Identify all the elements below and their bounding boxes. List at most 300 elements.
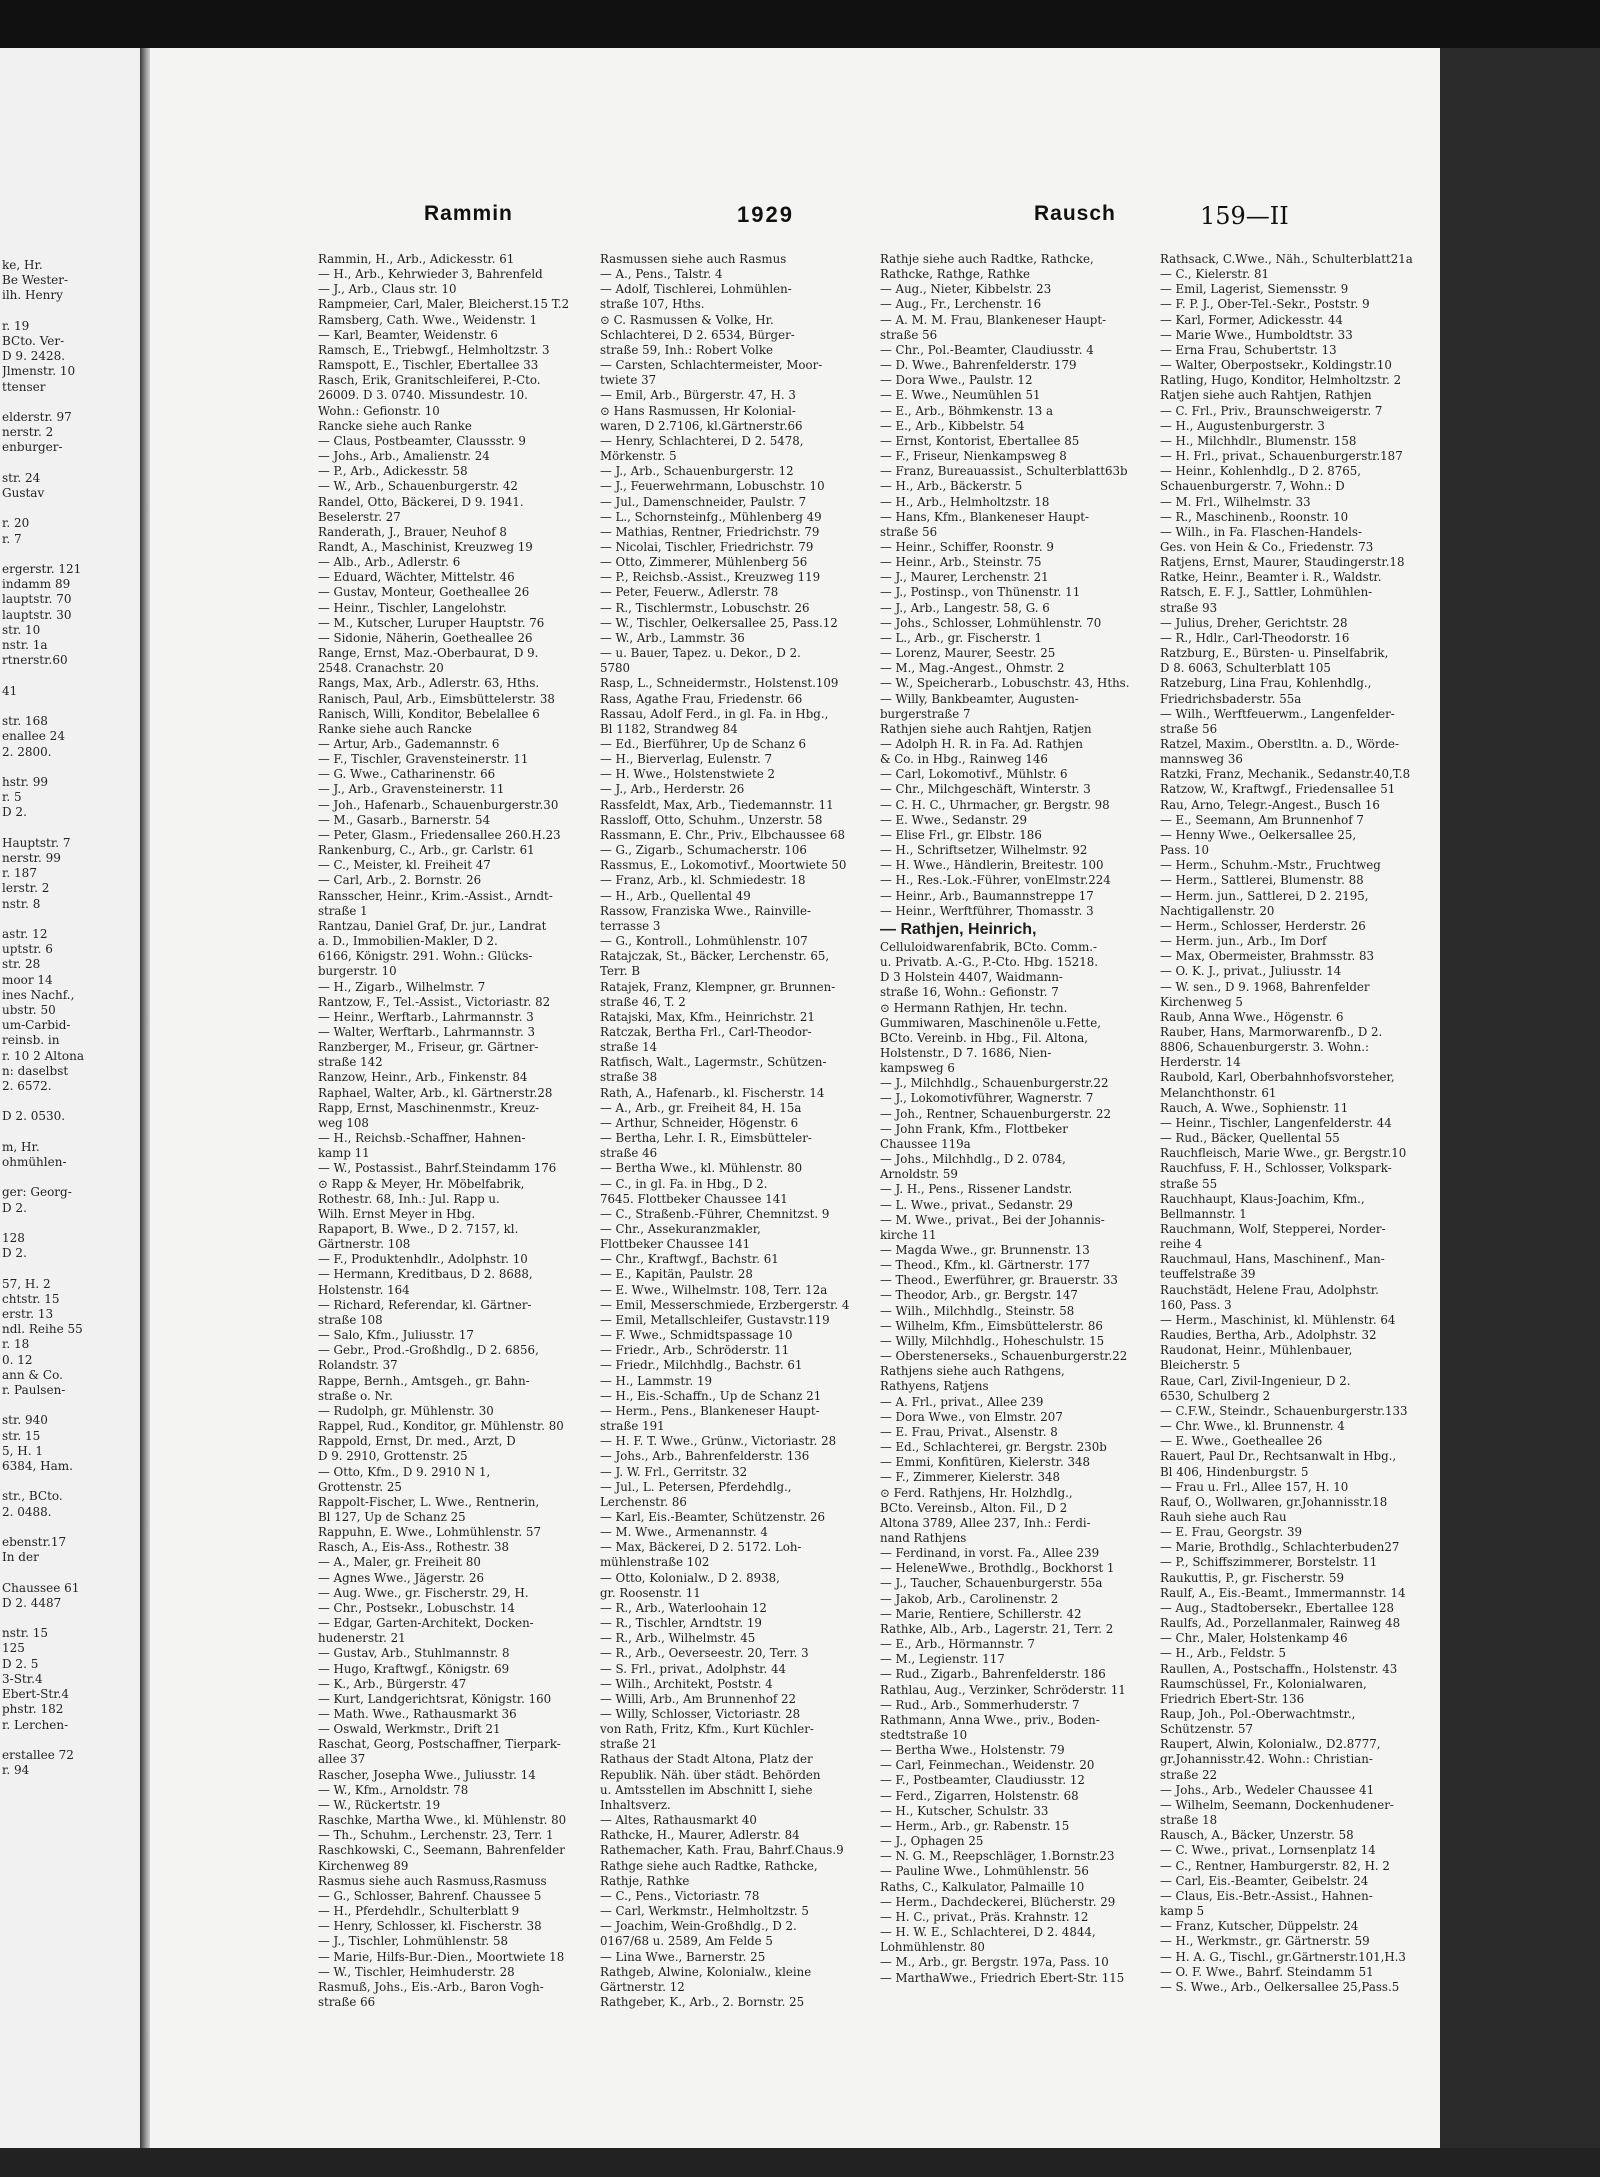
directory-entry-line: — J., Maurer, Lerchenstr. 21 bbox=[880, 570, 1049, 585]
directory-entry-line: — Pauline Wwe., Lohmühlenstr. 56 bbox=[880, 1864, 1089, 1879]
directory-entry-line: — Henry, Schlosser, kl. Fischerstr. 38 bbox=[318, 1919, 542, 1934]
directory-entry-line: — Wilhelm, Seemann, Dockenhudener- bbox=[1160, 1797, 1394, 1812]
directory-entry-line: Raphael, Walter, Arb., kl. Gärtnerstr.28 bbox=[318, 1085, 553, 1100]
directory-entry-line: Rathke, Alb., Arb., Lagerstr. 21, Terr. 2 bbox=[880, 1621, 1114, 1636]
directory-entry-line: — Claus, Eis.-Betr.-Assist., Hahnen- bbox=[1160, 1888, 1373, 1903]
directory-entry-line: Bleicherstr. 5 bbox=[1160, 1358, 1241, 1373]
directory-entry-line: — J., Lokomotivführer, Wagnerstr. 7 bbox=[880, 1091, 1094, 1106]
directory-entry-line: Raulfs, Ad., Porzellanmaler, Rainweg 48 bbox=[1160, 1616, 1401, 1631]
directory-entry-line: — L. Wwe., privat., Sedanstr. 29 bbox=[880, 1197, 1073, 1212]
directory-entry-line: Ramspott, E., Tischler, Ebertallee 33 bbox=[318, 358, 539, 373]
left-fragment-line: str. 168 bbox=[2, 714, 48, 729]
directory-entry-line: Ranzow, Heinr., Arb., Finkenstr. 84 bbox=[318, 1070, 528, 1085]
directory-entry-line: — Hermann, Kreditbaus, D 2. 8688, bbox=[318, 1267, 533, 1282]
directory-entry-line: — Herm., Dachdeckerei, Blücherstr. 29 bbox=[880, 1894, 1116, 1909]
directory-entry-line: Chaussee 119a bbox=[880, 1136, 971, 1151]
directory-entry-line: — S. Wwe., Arb., Oelkersallee 25,Pass.5 bbox=[1160, 1979, 1400, 1994]
directory-entry-line: — Marie, Rentiere, Schillerstr. 42 bbox=[880, 1606, 1082, 1621]
directory-entry-line: — E. Frau, Privat., Alsenstr. 8 bbox=[880, 1424, 1058, 1439]
directory-entry-line: Ratzeburg, Lina Frau, Kohlenhdlg., bbox=[1160, 676, 1372, 691]
directory-entry-line: Rasmuß, Johs., Eis.-Arb., Baron Vogh- bbox=[318, 1979, 544, 1994]
directory-entry-line: a. D., Immobilien-Makler, D 2. bbox=[318, 934, 498, 949]
left-fragment-line: BCto. Ver- bbox=[2, 334, 65, 349]
directory-entry-line: — C. Wwe., privat., Lornsenplatz 14 bbox=[1160, 1843, 1376, 1858]
directory-entry-line: — Emmi, Konfitüren, Kielerstr. 348 bbox=[880, 1455, 1091, 1470]
directory-entry-line: — C., Rentner, Hamburgerstr. 82, H. 2 bbox=[1160, 1858, 1390, 1873]
directory-entry-line: — W. sen., D 9. 1968, Bahrenfelder bbox=[1160, 979, 1370, 994]
directory-entry-line: straße 22 bbox=[1160, 1767, 1218, 1782]
directory-entry-line: — Heinr., Arb., Steinstr. 75 bbox=[880, 555, 1042, 570]
left-fragment-line bbox=[2, 456, 138, 471]
left-fragment-line: m, Hr. bbox=[2, 1139, 40, 1154]
directory-entry-line: Raschkowski, C., Seemann, Bahrenfelder bbox=[318, 1843, 565, 1858]
directory-entry-line: — Emil, Lagerist, Siemensstr. 9 bbox=[1160, 282, 1349, 297]
directory-entry-line: gr. Roosenstr. 11 bbox=[600, 1585, 701, 1600]
directory-entry-line: — Claus, Postbeamter, Claussstr. 9 bbox=[318, 433, 526, 448]
directory-entry-line: — Franz, Kutscher, Düppelstr. 24 bbox=[1160, 1919, 1359, 1934]
directory-entry-line: terrasse 3 bbox=[600, 918, 661, 933]
directory-entry-line: Schlachterei, D 2. 6534, Bürger- bbox=[600, 327, 795, 342]
directory-entry-line: Friedrichsbaderstr. 55a bbox=[1160, 691, 1302, 706]
directory-entry-line: Ratzel, Maxim., Oberstltn. a. D., Wörde- bbox=[1160, 737, 1400, 751]
directory-entry-line: — Jul., L. Petersen, Pferdehdlg., bbox=[600, 1479, 792, 1494]
directory-entry-line: Ratzburg, E., Bürsten- u. Pinselfabrik, bbox=[1160, 646, 1389, 661]
directory-entry-line: — H. W. E., Schlachterei, D 2. 4844, bbox=[880, 1925, 1096, 1940]
directory-entry-line: — Johs., Arb., Wedeler Chaussee 41 bbox=[1160, 1782, 1375, 1797]
directory-entry-line: — Heinr., Kohlenhdlg., D 2. 8765, bbox=[1160, 464, 1362, 479]
left-fragment-line: str., BCto. bbox=[2, 1489, 63, 1504]
directory-entry-line: — W., Tischler, Oelkersallee 25, Pass.12 bbox=[600, 615, 838, 630]
directory-entry-line: — Wilh., Milchhdlg., Steinstr. 58 bbox=[880, 1303, 1075, 1318]
directory-entry-line: — W., Arb., Schauenburgerstr. 42 bbox=[318, 479, 518, 494]
directory-entry-line: — H. Frl., privat., Schauenburgerstr.187 bbox=[1160, 449, 1403, 464]
directory-entry-line: straße 108 bbox=[318, 1312, 383, 1327]
directory-entry-line: kamp 11 bbox=[318, 1146, 370, 1161]
directory-entry-line: — M., Gasarb., Barnerstr. 54 bbox=[318, 812, 491, 827]
directory-column-2 bbox=[600, 252, 876, 2010]
directory-entry-line: straße 59, Inh.: Robert Volke bbox=[600, 342, 774, 357]
left-fragment-line bbox=[2, 547, 138, 562]
directory-entry-line: — Otto, Kfm., D 9. 2910 N 1, bbox=[318, 1464, 491, 1479]
directory-entry-line: Ranzberger, M., Friseur, gr. Gärtner- bbox=[318, 1040, 539, 1055]
directory-entry-line: — E., Arb., Kibbelstr. 54 bbox=[880, 418, 1025, 433]
directory-entry-line: — Theod., Ewerführer, gr. Brauerstr. 33 bbox=[880, 1273, 1118, 1288]
directory-entry-line: twiete 37 bbox=[600, 373, 657, 388]
left-fragment-line bbox=[2, 699, 138, 714]
directory-entry-line: straße 191 bbox=[600, 1419, 665, 1434]
directory-entry-line: — Herm. jun., Arb., Im Dorf bbox=[1160, 934, 1327, 949]
left-fragment-line: n: daselbst bbox=[2, 1063, 69, 1078]
directory-entry-line: — R., Hdlr., Carl-Theodorstr. 16 bbox=[1160, 630, 1350, 645]
directory-entry-line: — Gustav, Arb., Stuhlmannstr. 8 bbox=[318, 1646, 510, 1661]
directory-entry-line: — C., Straßenb.-Führer, Chemnitzst. 9 bbox=[600, 1206, 830, 1221]
directory-entry-line: — D. Wwe., Bahrenfelderstr. 179 bbox=[880, 358, 1077, 373]
directory-entry-line: Ratajek, Franz, Klempner, gr. Brunnen- bbox=[600, 979, 836, 994]
directory-entry-line: — Jakob, Arb., Carolinenstr. 2 bbox=[880, 1591, 1059, 1606]
directory-entry-line: — W., Speicherarb., Lobuschstr. 43, Hths. bbox=[880, 676, 1130, 691]
directory-entry-line: 160, Pass. 3 bbox=[1160, 1297, 1232, 1312]
directory-entry-line: — Eduard, Wächter, Mittelstr. 46 bbox=[318, 570, 515, 585]
directory-entry-line: & Co. in Hbg., Rainweg 146 bbox=[880, 752, 1048, 767]
directory-entry-line: Ratzow, W., Kraftwgf., Friedensallee 51 bbox=[1160, 782, 1396, 797]
directory-entry-line: Randt, A., Maschinist, Kreuzweg 19 bbox=[318, 539, 533, 554]
left-fragment-line: uptstr. 6 bbox=[2, 942, 53, 957]
directory-entry-line: Schauenburgerstr. 7, Wohn.: D bbox=[1160, 479, 1345, 494]
left-fragment-line: lauptstr. 70 bbox=[2, 592, 72, 607]
directory-entry-line: Rampmeier, Carl, Maler, Bleicherst.15 T.2 bbox=[318, 297, 570, 312]
directory-entry-line: — E., Arb., Hörmannstr. 7 bbox=[880, 1637, 1035, 1652]
directory-entry-line: nand Rathjens bbox=[880, 1530, 967, 1545]
left-fragment-line: chtstr. 15 bbox=[2, 1291, 60, 1306]
directory-entry-line: — Max, Bäckerei, D 2. 5172. Loh- bbox=[600, 1540, 802, 1555]
directory-entry-line: Raupert, Alwin, Kolonialw., D2.8777, bbox=[1160, 1737, 1381, 1752]
directory-entry-line: — N. G. M., Reepschläger, 1.Bornstr.23 bbox=[880, 1849, 1115, 1864]
directory-entry-line: — F., Friseur, Nienkampsweg 8 bbox=[880, 449, 1067, 464]
directory-entry-line: — Henry, Schlachterei, D 2. 5478, bbox=[600, 433, 804, 448]
directory-entry-line: — F., Produktenhdlr., Adolphstr. 10 bbox=[318, 1252, 528, 1267]
directory-entry-line: — H., Res.-Lok.-Führer, vonElmstr.224 bbox=[880, 873, 1111, 888]
left-fragment-line: 3-Str.4 bbox=[2, 1671, 43, 1686]
header-year: 1929 bbox=[737, 202, 794, 227]
directory-entry-line: Rassow, Franziska Wwe., Rainville- bbox=[600, 903, 811, 918]
directory-entry-line: — J., Feuerwehrmann, Lobuschstr. 10 bbox=[600, 479, 825, 494]
left-fragment-line: r. 94 bbox=[2, 1763, 30, 1778]
directory-entry-line: Ratjens, Ernst, Maurer, Staudingerstr.18 bbox=[1160, 555, 1405, 570]
directory-entry-line: Raschat, Georg, Postschaffner, Tierpark- bbox=[318, 1737, 561, 1752]
left-fragment-line: moor 14 bbox=[2, 972, 53, 987]
directory-entry-line: — H. Wwe., Holstenstwiete 2 bbox=[600, 767, 775, 782]
directory-entry-line: — C. H. C., Uhrmacher, gr. Bergstr. 98 bbox=[880, 797, 1110, 812]
directory-entry-line: ⊙ Hermann Rathjen, Hr. techn. bbox=[880, 1000, 1068, 1015]
directory-entry-line: Holstenstr., D 7. 1686, Nien- bbox=[880, 1045, 1052, 1060]
directory-entry-line: Ratjen siehe auch Rahtjen, Rathjen bbox=[1160, 388, 1372, 403]
directory-entry-line: straße 93 bbox=[1160, 600, 1218, 615]
directory-entry-line: 5780 bbox=[600, 661, 631, 676]
directory-entry-line: — Elise Frl., gr. Elbstr. 186 bbox=[880, 827, 1042, 842]
left-fragment-line: str. 10 bbox=[2, 622, 41, 637]
directory-entry-line: — Aug., Nieter, Kibbelstr. 23 bbox=[880, 282, 1052, 297]
left-fragment-line: 128 bbox=[2, 1231, 25, 1245]
directory-entry-line: — Mathias, Rentner, Friedrichstr. 79 bbox=[600, 524, 820, 539]
directory-entry-line: — Rud., Arb., Sommerhuderstr. 7 bbox=[880, 1697, 1080, 1712]
directory-entry-line: — J., Arb., Herderstr. 26 bbox=[600, 782, 745, 797]
directory-entry-line: straße 56 bbox=[880, 524, 938, 539]
directory-entry-line: — Herm., Sattlerei, Blumenstr. 88 bbox=[1160, 873, 1364, 888]
directory-entry-line: — H., Schriftsetzer, Wilhelmstr. 92 bbox=[880, 843, 1088, 858]
left-fragment-line bbox=[2, 395, 138, 410]
directory-entry-line: — John Frank, Kfm., Flottbeker bbox=[880, 1121, 1068, 1136]
directory-entry-line: — Johs., Milchhdlg., D 2. 0784, bbox=[880, 1152, 1066, 1167]
directory-entry-line: — Ed., Bierführer, Up de Schanz 6 bbox=[600, 737, 806, 751]
directory-entry-line: Ranisch, Paul, Arb., Eimsbüttelerstr. 38 bbox=[318, 691, 555, 706]
directory-entry-line: Ransscher, Heinr., Krim.-Assist., Arndt- bbox=[318, 888, 553, 903]
directory-entry-line: — W., Rückertstr. 19 bbox=[318, 1797, 441, 1812]
directory-entry-line: kirche 11 bbox=[880, 1227, 937, 1242]
directory-entry-line: straße 55 bbox=[1160, 1176, 1218, 1191]
directory-entry-line: Rathmann, Anna Wwe., priv., Boden- bbox=[880, 1712, 1100, 1727]
left-fragment-line: D 2. bbox=[2, 805, 27, 820]
left-fragment-line: um-Carbid- bbox=[2, 1018, 71, 1033]
directory-entry-line: — Aug. Wwe., gr. Fischerstr. 29, H. bbox=[318, 1585, 529, 1600]
directory-entry-line: — Richard, Referendar, kl. Gärtner- bbox=[318, 1297, 532, 1312]
directory-entry-line: straße 21 bbox=[600, 1737, 658, 1752]
directory-entry-line: — Carl, Lokomotivf., Mühlstr. 6 bbox=[880, 767, 1068, 782]
directory-entry-line: — Gustav, Monteur, Goetheallee 26 bbox=[318, 585, 530, 600]
directory-entry-line: — G., Kontroll., Lohmühlenstr. 107 bbox=[600, 934, 808, 949]
directory-entry-line: — C., Pens., Victoriastr. 78 bbox=[600, 1888, 760, 1903]
left-fragment-line bbox=[2, 304, 138, 319]
directory-entry-line: — W., Tischler, Heimhuderstr. 28 bbox=[318, 1964, 515, 1979]
left-fragment-line bbox=[2, 1520, 138, 1535]
directory-entry-line: u. Privatb. A.-G., P.-Cto. Hbg. 15218. bbox=[880, 955, 1099, 970]
directory-entry-line: — C. Frl., Priv., Braunschweigerstr. 7 bbox=[1160, 403, 1383, 418]
directory-entry-line: Rau, Arno, Telegr.-Angest., Busch 16 bbox=[1160, 797, 1380, 812]
directory-entry-line: — Johs., Schlosser, Lohmühlenstr. 70 bbox=[880, 615, 1102, 630]
directory-entry-line: — Herm., Pens., Blankeneser Haupt- bbox=[600, 1403, 820, 1418]
directory-entry-line: Rolandstr. 37 bbox=[318, 1358, 398, 1373]
directory-entry-line: — Wilh., Werftfeuerwm., Langenfelder- bbox=[1160, 706, 1395, 721]
directory-entry-line: — M., Kutscher, Luruper Hauptstr. 76 bbox=[318, 615, 545, 630]
directory-entry-line: — J., Tischler, Lohmühlenstr. 58 bbox=[318, 1934, 509, 1949]
directory-entry-line: — Emil, Messerschmiede, Erzbergerstr. 4 bbox=[600, 1297, 850, 1312]
left-fragment-line: Chaussee 61 bbox=[2, 1580, 80, 1595]
directory-entry-line: — Salo, Kfm., Juliusstr. 17 bbox=[318, 1328, 474, 1343]
directory-entry-line: Randel, Otto, Bäckerei, D 9. 1941. bbox=[318, 494, 524, 509]
directory-entry-line: Rappel, Rud., Konditor, gr. Mühlenstr. 80 bbox=[318, 1419, 564, 1434]
directory-entry-line: — F., Tischler, Gravensteinerstr. 11 bbox=[318, 752, 529, 767]
directory-entry-line: — H., Arb., Helmholtzstr. 18 bbox=[880, 494, 1050, 509]
directory-entry-line: Rauber, Hans, Marmorwarenfb., D 2. bbox=[1160, 1024, 1383, 1039]
directory-entry-line: — K., Arb., Bürgerstr. 47 bbox=[318, 1676, 467, 1691]
directory-entry-line: — Gebr., Prod.-Großhdlg., D 2. 6856, bbox=[318, 1343, 539, 1358]
directory-entry-line: Ranisch, Willi, Konditor, Bebelallee 6 bbox=[318, 706, 540, 721]
directory-entry-line: ⊙ Ferd. Rathjens, Hr. Holzhdlg., bbox=[880, 1485, 1073, 1500]
directory-entry-line: Holstenstr. 164 bbox=[318, 1282, 410, 1297]
directory-entry-line: — F. P. J., Ober-Tel.-Sekr., Poststr. 9 bbox=[1160, 297, 1370, 312]
directory-entry-line: Rassfeldt, Max, Arb., Tiedemannstr. 11 bbox=[600, 797, 834, 812]
directory-entry-line: Rassloff, Otto, Schuhm., Unzerstr. 58 bbox=[600, 812, 823, 827]
directory-entry-line: — Joachim, Wein-Großhdlg., D 2. bbox=[600, 1919, 797, 1934]
directory-entry-line: — O. K. J., privat., Juliusstr. 14 bbox=[1160, 964, 1342, 979]
left-fragment-line: ttenser bbox=[2, 379, 46, 394]
left-page-text bbox=[2, 258, 138, 1778]
directory-entry-line: Rathje siehe auch Radtke, Rathcke, bbox=[880, 252, 1094, 266]
directory-entry-line: Rappolt-Fischer, L. Wwe., Rentnerin, bbox=[318, 1494, 540, 1509]
directory-entry-line: — Bertha Wwe., Holstenstr. 79 bbox=[880, 1743, 1065, 1758]
directory-entry-line: — F., Zimmerer, Kielerstr. 348 bbox=[880, 1470, 1061, 1485]
directory-entry-line: — Math. Wwe., Rathausmarkt 36 bbox=[318, 1707, 517, 1721]
directory-entry-line: — J., Arb., Langestr. 58, G. 6 bbox=[880, 600, 1050, 615]
left-fragment-line: r. 19 bbox=[2, 318, 30, 333]
directory-entry-line: Rauch, A. Wwe., Sophienstr. 11 bbox=[1160, 1100, 1349, 1115]
directory-entry-line: — Heinr., Werftarb., Lahrmannstr. 3 bbox=[318, 1009, 534, 1024]
directory-entry-line: — Heinr., Tischler, Langenfelderstr. 44 bbox=[1160, 1115, 1392, 1130]
directory-entry-line: Range, Ernst, Maz.-Oberbaurat, D 9. bbox=[318, 646, 539, 661]
directory-entry-line: u. Amtsstellen im Abschnitt I, siehe bbox=[600, 1782, 813, 1797]
header-page-number: 159—II bbox=[1200, 202, 1289, 230]
directory-entry-line: — R., Maschinenb., Roonstr. 10 bbox=[1160, 509, 1349, 524]
directory-entry-line: Rathcke, H., Maurer, Adlerstr. 84 bbox=[600, 1828, 800, 1843]
directory-entry-line: straße 46, T. 2 bbox=[600, 994, 686, 1009]
directory-entry-line: — Oswald, Werkmstr., Drift 21 bbox=[318, 1722, 501, 1737]
left-fragment-line: ilh. Henry bbox=[2, 288, 63, 303]
directory-entry-line: — Ferdinand, in vorst. Fa., Allee 239 bbox=[880, 1546, 1100, 1561]
directory-entry-line: — A., Arb., gr. Freiheit 84, H. 15a bbox=[600, 1100, 802, 1115]
directory-entry-line: Pass. 10 bbox=[1160, 843, 1210, 858]
directory-entry-line: Rass, Agathe Frau, Friedenstr. 66 bbox=[600, 691, 803, 706]
directory-entry-line: — Aug., Fr., Lerchenstr. 16 bbox=[880, 297, 1042, 312]
directory-entry-line: — M., Mag.-Angest., Ohmstr. 2 bbox=[880, 661, 1065, 676]
directory-entry-line: — Th., Schuhm., Lerchenstr. 23, Terr. 1 bbox=[318, 1828, 554, 1843]
directory-entry-line: Raup, Joh., Pol.-Oberwachtmstr., bbox=[1160, 1707, 1356, 1721]
directory-entry-line: Ratke, Heinr., Beamter i. R., Waldstr. bbox=[1160, 570, 1382, 585]
directory-entry-line: — Marie, Brothdlg., Schlachterbuden27 bbox=[1160, 1540, 1400, 1555]
directory-entry-line: — Herm., Schuhm.-Mstr., Fruchtweg bbox=[1160, 858, 1381, 873]
directory-entry-line: kamp 5 bbox=[1160, 1904, 1205, 1919]
directory-entry-line: — Marie, Hilfs-Bur.-Dien., Moortwiete 18 bbox=[318, 1949, 565, 1964]
directory-entry-line: ⊙ C. Rasmussen & Volke, Hr. bbox=[600, 312, 774, 327]
directory-entry-line: — Ed., Schlachterei, gr. Bergstr. 230b bbox=[880, 1440, 1107, 1455]
directory-entry-line: — A., Pens., Talstr. 4 bbox=[600, 267, 723, 282]
directory-entry-line: 8806, Schauenburgerstr. 3. Wohn.: bbox=[1160, 1040, 1369, 1055]
left-fragment-line: enallee 24 bbox=[2, 729, 65, 744]
directory-entry-line: Rassmann, E. Chr., Priv., Elbchaussee 68 bbox=[600, 827, 846, 842]
directory-entry-line: Wohn.: Gefionstr. 10 bbox=[318, 403, 440, 418]
directory-entry-line: — E. Wwe., Neumühlen 51 bbox=[880, 388, 1041, 403]
left-fragment-line: rtnerstr.60 bbox=[2, 653, 68, 668]
directory-entry-line: — Hans, Kfm., Blankeneser Haupt- bbox=[880, 509, 1090, 524]
directory-entry-line: — P., Reichsb.-Assist., Kreuzweg 119 bbox=[600, 570, 821, 585]
directory-entry-line: — Herm., Schlosser, Herderstr. 26 bbox=[1160, 918, 1366, 933]
directory-entry-line: Rappuhn, E. Wwe., Lohmühlenstr. 57 bbox=[318, 1525, 542, 1540]
directory-entry-line: Lerchenstr. 86 bbox=[600, 1494, 687, 1509]
left-fragment-line: Ebert-Str.4 bbox=[2, 1687, 70, 1702]
directory-entry-line: — E., Kapitän, Paulstr. 28 bbox=[600, 1267, 753, 1282]
directory-entry-line: Ratfisch, Walt., Lagermstr., Schützen- bbox=[600, 1055, 827, 1070]
directory-entry-line: — Ernst, Kontorist, Ebertallee 85 bbox=[880, 433, 1080, 448]
directory-entry-line: Rauchmaul, Hans, Maschinenf., Man- bbox=[1160, 1252, 1385, 1267]
directory-entry-line: Raukuttis, P., gr. Fischerstr. 59 bbox=[1160, 1570, 1345, 1585]
directory-entry-line: — C., in gl. Fa. in Hbg., D 2. bbox=[600, 1176, 768, 1191]
directory-entry-line: Rathje, Rathke bbox=[600, 1873, 690, 1888]
directory-entry-line: Rauchstädt, Helene Frau, Adolphstr. bbox=[1160, 1282, 1379, 1297]
directory-entry-line: — M. Wwe., privat., Bei der Johannis- bbox=[880, 1212, 1105, 1227]
directory-entry-line: Rancke siehe auch Ranke bbox=[318, 418, 472, 433]
directory-entry-line: Rasch, A., Eis-Ass., Rothestr. 38 bbox=[318, 1540, 509, 1555]
directory-entry-line: Rapaport, B. Wwe., D 2. 7157, kl. bbox=[318, 1222, 519, 1236]
directory-entry-line: — Willy, Milchhdlg., Hoheschulstr. 15 bbox=[880, 1333, 1105, 1348]
left-fragment-line bbox=[2, 1565, 138, 1580]
directory-entry-line: — O. F. Wwe., Bahrf. Steindamm 51 bbox=[1160, 1964, 1374, 1979]
left-fragment-line: 2. 0488. bbox=[2, 1504, 52, 1519]
directory-entry-line: — H., Arb., Quellental 49 bbox=[600, 888, 751, 903]
directory-entry-line: — Willi, Arb., Am Brunnenhof 22 bbox=[600, 1691, 796, 1706]
directory-entry-line: — Artur, Arb., Gademannstr. 6 bbox=[318, 737, 500, 751]
directory-entry-line: 2548. Cranachstr. 20 bbox=[318, 661, 444, 676]
left-fragment-line bbox=[2, 1398, 138, 1413]
directory-entry-line: — Bertha, Lehr. I. R., Eimsbütteler- bbox=[600, 1131, 812, 1146]
directory-entry-line: — J., Taucher, Schauenburgerstr. 55a bbox=[880, 1576, 1103, 1591]
directory-entry-line: Rothestr. 68, Inh.: Jul. Rapp u. bbox=[318, 1191, 500, 1206]
directory-entry-line: — Theodor, Arb., gr. Bergstr. 147 bbox=[880, 1288, 1078, 1303]
directory-entry-line: — H. Wwe., Händlerin, Breitestr. 100 bbox=[880, 858, 1104, 873]
directory-entry-line: Celluloidwarenfabrik, BCto. Comm.- bbox=[880, 939, 1097, 954]
left-fragment-line: D 2. 5 bbox=[2, 1656, 39, 1671]
left-fragment-line: r. 7 bbox=[2, 531, 22, 546]
directory-entry-line: — Willy, Schlosser, Victoriastr. 28 bbox=[600, 1707, 801, 1721]
directory-entry-line: BCto. Vereinsb., Alton. Fil., D 2 bbox=[880, 1500, 1068, 1515]
directory-entry-line: — J., Ophagen 25 bbox=[880, 1834, 984, 1849]
directory-entry-line: — Chr., Milchgeschäft, Winterstr. 3 bbox=[880, 782, 1091, 797]
directory-entry-line: — J. H., Pens., Rissener Landstr. bbox=[880, 1182, 1073, 1197]
directory-entry-line: — H., Zigarb., Wilhelmstr. 7 bbox=[318, 979, 486, 994]
directory-entry-line: — E. Wwe., Goetheallee 26 bbox=[1160, 1434, 1323, 1449]
directory-entry-line: Arnoldstr. 59 bbox=[880, 1167, 958, 1182]
directory-entry-line: Rasp, L., Schneidermstr., Holstenst.109 bbox=[600, 676, 839, 691]
left-fragment-line: 5, H. 1 bbox=[2, 1443, 43, 1458]
directory-entry-line: — W., Postassist., Bahrf.Steindamm 176 bbox=[318, 1161, 557, 1176]
page-header bbox=[272, 202, 1302, 242]
directory-entry-line: Kirchenweg 5 bbox=[1160, 994, 1243, 1009]
left-fragment-line: D 2. bbox=[2, 1200, 27, 1215]
directory-entry-line: Bl 127, Up de Schanz 25 bbox=[318, 1509, 466, 1524]
directory-entry-line: — H., Milchhdlr., Blumenstr. 158 bbox=[1160, 433, 1357, 448]
directory-entry-line: Ratczak, Bertha Frl., Carl-Theodor- bbox=[600, 1024, 812, 1039]
directory-entry-line: — M. Wwe., Armenannstr. 4 bbox=[600, 1525, 768, 1540]
directory-entry-line: — Peter, Glasm., Friedensallee 260.H.23 bbox=[318, 827, 561, 842]
left-fragment-line: 41 bbox=[2, 683, 18, 698]
left-fragment-line: str. 24 bbox=[2, 470, 41, 485]
header-first-entry: Rammin bbox=[424, 202, 513, 225]
directory-entry-line: Rapp, Ernst, Maschinenmstr., Kreuz- bbox=[318, 1100, 540, 1115]
directory-entry-line: — Max, Obermeister, Brahmsstr. 83 bbox=[1160, 949, 1375, 964]
directory-entry-line: — HeleneWwe., Brothdlg., Bockhorst 1 bbox=[880, 1561, 1115, 1576]
left-fragment-line: lauptstr. 30 bbox=[2, 607, 72, 622]
directory-entry-line: — H., Arb., Bäckerstr. 5 bbox=[880, 479, 1023, 494]
directory-entry-line: reihe 4 bbox=[1160, 1237, 1203, 1252]
left-fragment-line: str. 28 bbox=[2, 957, 41, 972]
left-fragment-line: astr. 12 bbox=[2, 926, 48, 941]
directory-entry-line: Rathgeb, Alwine, Kolonialw., kleine bbox=[600, 1964, 812, 1979]
directory-entry-line: — Lina Wwe., Barnerstr. 25 bbox=[600, 1949, 766, 1964]
directory-entry-line: Gärtnerstr. 108 bbox=[318, 1237, 411, 1252]
directory-entry-line: Rathcke, Rathge, Rathke bbox=[880, 267, 1030, 282]
directory-entry-line: — M., Legienstr. 117 bbox=[880, 1652, 1005, 1667]
directory-entry-line: Raub, Anna Wwe., Högenstr. 6 bbox=[1160, 1009, 1344, 1024]
directory-entry-line: — Herm., Arb., gr. Rabenstr. 15 bbox=[880, 1818, 1070, 1833]
directory-entry-line: Bl 1182, Strandweg 84 bbox=[600, 721, 738, 736]
directory-entry-line: — Rathjen, Heinrich, bbox=[880, 920, 1037, 938]
directory-entry-line: — H., Reichsb.-Schaffner, Hahnen- bbox=[318, 1131, 526, 1146]
directory-entry-line: D 8. 6063, Schulterblatt 105 bbox=[1160, 661, 1331, 676]
directory-entry-line: — S. Frl., privat., Adolphstr. 44 bbox=[600, 1661, 786, 1676]
left-fragment-line: In der bbox=[2, 1550, 39, 1565]
directory-entry-line: von Rath, Fritz, Kfm., Kurt Küchler- bbox=[600, 1722, 814, 1737]
left-fragment-line: 57, H. 2 bbox=[2, 1276, 51, 1291]
directory-entry-line: Rasmus siehe auch Rasmuss,Rasmuss bbox=[318, 1873, 547, 1888]
left-fragment-line bbox=[2, 1261, 138, 1276]
directory-entry-line: — Joh., Rentner, Schauenburgerstr. 22 bbox=[880, 1106, 1111, 1121]
directory-entry-line: Rathsack, C.Wwe., Näh., Schulterblatt21a bbox=[1160, 252, 1413, 266]
directory-column-3 bbox=[880, 252, 1156, 1986]
directory-entry-line: — Henny Wwe., Oelkersallee 25, bbox=[1160, 827, 1357, 842]
left-fragment-line: r. 20 bbox=[2, 516, 30, 531]
directory-entry-line: — H., Pferdehdlr., Schulterblatt 9 bbox=[318, 1904, 520, 1919]
directory-entry-line: — J. W. Frl., Gerritstr. 32 bbox=[600, 1464, 748, 1479]
left-fragment-line: 2. 6572. bbox=[2, 1078, 52, 1093]
directory-entry-line: — Theod., Kfm., kl. Gärtnerstr. 177 bbox=[880, 1258, 1091, 1273]
directory-entry-line: Rantzow, F., Tel.-Assist., Victoriastr. 82 bbox=[318, 994, 551, 1009]
